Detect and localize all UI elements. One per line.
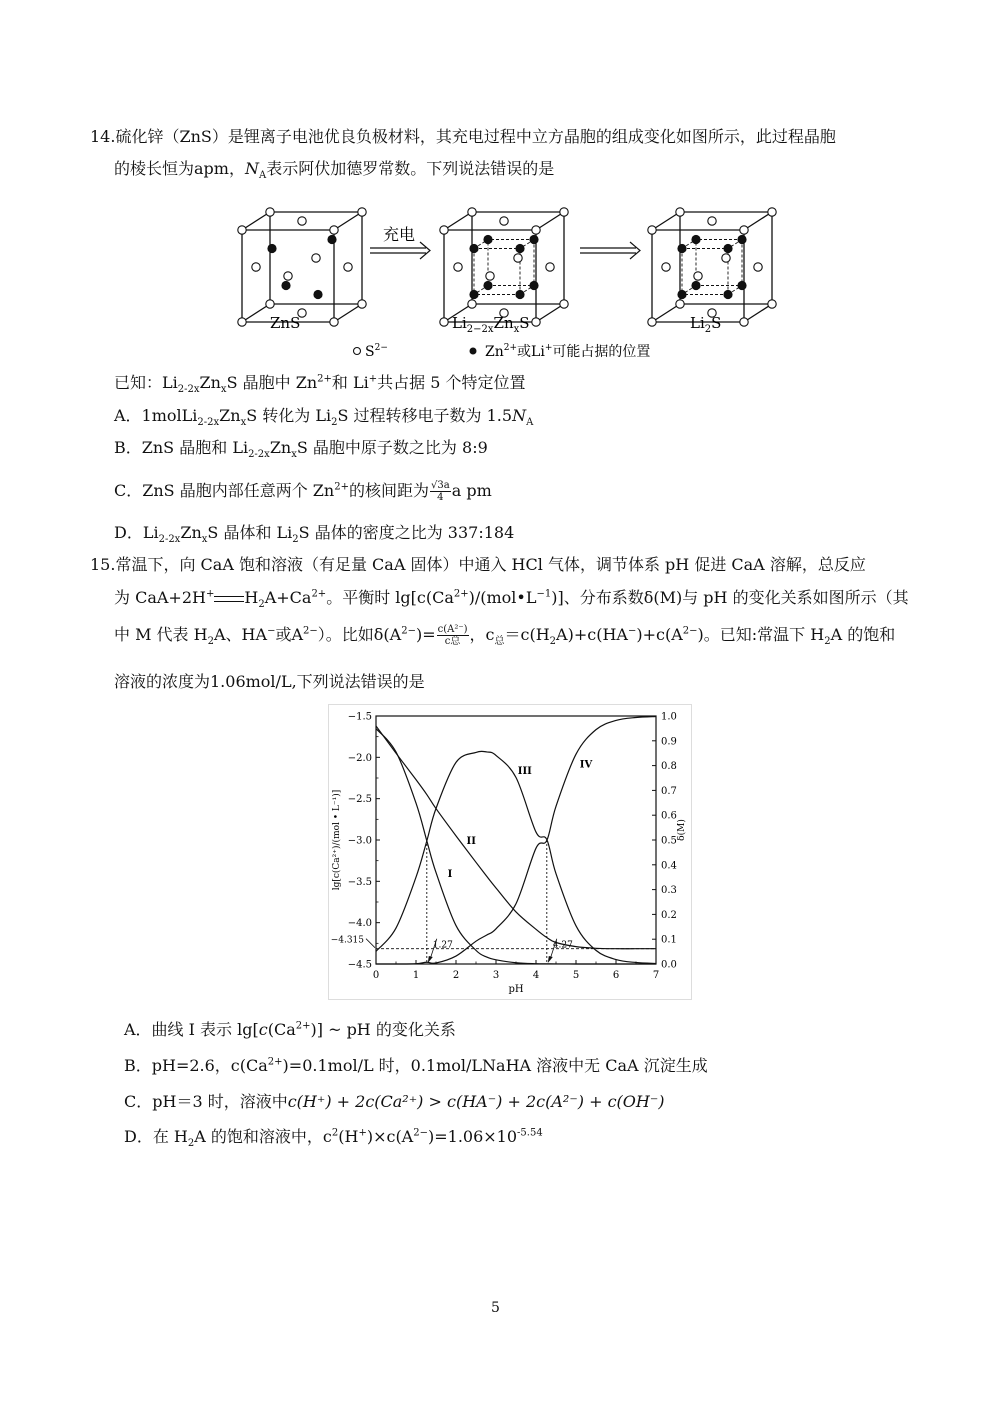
crystal-cells-figure — [230, 186, 790, 366]
y-right-tick-label: 0.6 — [661, 810, 677, 822]
s2-ion-circle — [740, 226, 748, 234]
cell-edge — [652, 304, 680, 322]
chart-axes — [331, 712, 687, 996]
s2-ion-circle — [560, 208, 568, 216]
cation-site-dot — [677, 244, 686, 253]
y-left-tick-label: −2.5 — [347, 794, 372, 806]
s2-ion-circle — [740, 318, 748, 326]
cell-edge — [652, 212, 680, 230]
q14-option-a[interactable]: A．$1molLi_{2-2x}Zn_xS$ 转化为 $Li_2S$ 过程转移电子数为 $1.5N_A$ — [114, 406, 534, 429]
s2-ion-circle — [514, 254, 522, 262]
x-tick-label: 3 — [492, 970, 500, 981]
q15-stem-line1: 15.常温下，向 CaA 饱和溶液（有足量 CaA 固体）中通入 HCl 气体，调节体系 pH 促进 CaA 溶解，总反应 — [90, 555, 866, 574]
cation-site-dot — [529, 235, 538, 244]
cation-site-dot — [677, 290, 686, 299]
s2-ion-circle — [694, 272, 702, 280]
y-left-axis-label: lg[c(Ca²⁺)/(mol • L⁻¹)] — [332, 789, 342, 891]
curve-label-IV: IV — [579, 759, 593, 771]
s2-ion-circle — [708, 217, 716, 225]
s2-ion-circle — [768, 208, 776, 216]
legend-open-circle-icon — [354, 348, 361, 355]
arrow-icon — [366, 939, 375, 948]
label-li2s: $Li_2S$ — [690, 314, 722, 335]
s2-ion-circle — [330, 226, 338, 234]
second-arrow — [580, 242, 640, 259]
charge-label: 充电 — [383, 225, 416, 244]
s2-ion-circle — [676, 300, 684, 308]
fraction: $\frac{\text{c(A²⁻)}}{\text{c总}}$ — [437, 624, 468, 647]
q14-stem-line2: 的棱长恒为apm，$N_A$表示阿伏加德罗常数。下列说法错误的是 — [114, 159, 555, 182]
q14-option-d[interactable]: D．$Li_{2-2x}Zn_xS$ 晶体和 $Li_2S$ 晶体的密度之比为 337:184 — [114, 523, 515, 546]
cation-site-dot — [469, 290, 478, 299]
x-tick-label: 2 — [452, 970, 460, 981]
y-left-tick-label: −3.0 — [347, 835, 372, 847]
y-right-tick-label: 0.0 — [661, 959, 677, 971]
y-right-tick-label: 0.7 — [661, 785, 677, 797]
x-tick-label: 4 — [532, 970, 540, 981]
cation-site-dot — [691, 281, 700, 290]
y-left-tick-label: −3.5 — [347, 876, 372, 888]
s2-ion-circle — [358, 300, 366, 308]
s2-ion-circle — [676, 208, 684, 216]
s2-ion-circle — [648, 318, 656, 326]
label-li2-2x-znx-s: $Li_{2-2x}Zn_xS$ — [452, 314, 530, 335]
y-right-tick-label: 0.3 — [661, 885, 677, 897]
s2-ion-circle — [560, 300, 568, 308]
charge-arrow — [370, 242, 430, 259]
x-tick-label: 1 — [412, 970, 420, 981]
legend-s: $S^{2-}$ — [365, 343, 388, 360]
s2-ion-circle — [722, 254, 730, 262]
cation-site-dot — [737, 281, 746, 290]
unit-cell — [648, 208, 776, 326]
cell-edge — [536, 304, 564, 322]
cell-edge — [744, 212, 772, 230]
s2-ion-circle — [468, 300, 476, 308]
q15-option-d[interactable]: D．在 $H_2A$ 的饱和溶液中，$c^2(H^+)\times c(A^{2-})=1.06\times 10^{-5.54}$ — [124, 1127, 543, 1150]
legend-position: $Zn^{2+}$或Li+可能占据的位置 — [485, 343, 651, 360]
s2-ion-circle — [532, 318, 540, 326]
s2-ion-circle — [238, 226, 246, 234]
s2-ion-circle — [454, 263, 462, 271]
s2-ion-circle — [468, 208, 476, 216]
cation-site-dot — [469, 244, 478, 253]
crystal-cells — [238, 208, 776, 326]
y-right-tick-label: 0.8 — [661, 761, 677, 773]
cation-site-dot — [327, 235, 336, 244]
legend-filled-circle-icon — [470, 348, 477, 355]
plot-frame — [376, 716, 656, 964]
cation-site-dot — [737, 235, 746, 244]
cation-site-dot — [281, 281, 290, 290]
x-tick-label: 7 — [652, 970, 660, 981]
s2-ion-circle — [266, 208, 274, 216]
cell-edge — [334, 304, 362, 322]
q15-stem-line3: 中 M 代表 $H_2A$、HA−或$A^{2-}$）。比如$\delta(A^{2-})=$ $\frac{\text{c(A²⁻)}}{\text{c总}}$ ，$c_总=c(H_2A)+c(HA^-)+c(A^{2-})$。已知:常温下 $H_2A$ 的饱和 — [114, 624, 896, 648]
s2-ion-circle — [648, 226, 656, 234]
s2-ion-circle — [330, 318, 338, 326]
cell-edge — [744, 304, 772, 322]
curve-label-I: I — [447, 869, 453, 881]
ph-distribution-chart — [328, 704, 692, 1000]
y-right-axis-label: δ(M) — [677, 819, 687, 841]
q15-stem-line4: 溶液的浓度为1.06mol/L,下列说法错误的是 — [114, 672, 425, 691]
chart-series — [376, 716, 656, 964]
arrowhead-icon — [428, 956, 433, 963]
s2-ion-circle — [266, 300, 274, 308]
arrowhead-icon — [548, 956, 553, 963]
equilibrium-arrow-icon — [214, 592, 244, 606]
cell-edge — [444, 212, 472, 230]
y-right-tick-label: 0.9 — [661, 736, 677, 748]
baseline-label: −4.315 — [330, 935, 364, 946]
cation-site-dot — [515, 290, 524, 299]
s2-ion-circle — [546, 263, 554, 271]
page-number: 5 — [491, 1300, 500, 1316]
x-tick-label: 0 — [372, 970, 380, 981]
cation-site-dot — [723, 290, 732, 299]
s2-ion-circle — [532, 226, 540, 234]
chart-annotations — [331, 759, 656, 964]
cell-edge — [242, 304, 270, 322]
s2-ion-circle — [486, 272, 494, 280]
s2-ion-circle — [252, 263, 260, 271]
y-left-tick-label: −4.5 — [347, 959, 372, 971]
cation-site-dot — [529, 281, 538, 290]
ph-marker-label: 4.27 — [552, 940, 573, 951]
y-left-tick-label: −2.0 — [347, 752, 372, 764]
s2-ion-circle — [284, 272, 292, 280]
s2-ion-circle — [500, 217, 508, 225]
curve-label-II: II — [466, 836, 476, 848]
cation-site-dot — [691, 235, 700, 244]
cation-site-dot — [515, 244, 524, 253]
s2-ion-circle — [440, 226, 448, 234]
q14-known: 已知：$Li_{2-2x}Zn_xS$ 晶胞中 $Zn^{2+}$和 Li+共占据 5 个特定位置 — [114, 373, 526, 396]
ph-marker-label: 1.27 — [432, 940, 453, 951]
y-right-tick-label: 0.2 — [661, 909, 677, 921]
fraction: $\frac{√3a}{4}$ — [431, 480, 450, 503]
s2-ion-circle — [298, 217, 306, 225]
s2-ion-circle — [312, 254, 320, 262]
y-left-tick-label: −4.0 — [347, 918, 372, 930]
series-line-I — [376, 729, 656, 964]
s2-ion-circle — [662, 263, 670, 271]
s2-ion-circle — [238, 318, 246, 326]
cation-site-dot — [483, 281, 492, 290]
cation-site-dot — [267, 244, 276, 253]
q14-option-b[interactable]: B．ZnS 晶胞和 $Li_{2-2x}Zn_xS$ 晶胞中原子数之比为 8:9 — [114, 438, 488, 461]
y-right-tick-label: 0.1 — [661, 934, 677, 946]
x-axis-label: pH — [508, 984, 524, 995]
cation-site-dot — [313, 290, 322, 299]
cation-site-dot — [723, 244, 732, 253]
s2-ion-circle — [440, 318, 448, 326]
y-right-tick-label: 0.4 — [661, 860, 677, 872]
cell-edge — [536, 212, 564, 230]
x-tick-label: 6 — [612, 970, 620, 981]
q15-option-c[interactable]: C．pH＝3 时，溶液中c(H⁺) + 2c(Ca²⁺) > c(HA⁻) + 2c(A²⁻) + c(OH⁻) — [124, 1092, 665, 1111]
cell-edge — [334, 212, 362, 230]
s2-ion-circle — [754, 263, 762, 271]
label-zns: ZnS — [270, 314, 301, 332]
unit-cell — [440, 208, 568, 326]
series-line-II — [376, 726, 656, 949]
y-left-tick-label: −1.5 — [347, 711, 372, 723]
x-tick-label: 5 — [572, 970, 580, 981]
s2-ion-circle — [768, 300, 776, 308]
q14-stem-line1: 14.硫化锌（ZnS）是锂离子电池优良负极材料，其充电过程中立方晶胞的组成变化如图所示，此过程晶胞 — [90, 127, 836, 146]
curve-label-III: III — [517, 765, 532, 777]
y-right-tick-label: 0.5 — [661, 835, 677, 847]
s2-ion-circle — [358, 208, 366, 216]
unit-cell — [238, 208, 366, 326]
s2-ion-circle — [344, 263, 352, 271]
q15-option-a[interactable]: A．曲线 I 表示 $\lg[c(Ca^{2+})]$ ~ pH 的变化关系 — [124, 1020, 456, 1039]
series-line-IV — [376, 716, 656, 964]
q14-option-c[interactable]: C．ZnS 晶胞内部任意两个 $Zn^{2+}$的核间距为 $\frac{√3a}{4}$ a pm — [114, 480, 492, 503]
q15-option-b[interactable]: B．pH=2.6，$c(Ca^{2+})=0.1mol/L$ 时，0.1mol/LNaHA 溶液中无 CaA 沉淀生成 — [124, 1056, 708, 1075]
q15-stem-line2: 为 CaA+2H+ $H_2A+Ca^{2+}$。平衡时 $\lg[c(Ca^{2+})/(mol•L^{-1})]$、分布系数δ(M)与 pH 的变化关系如图所示（其 — [114, 588, 909, 611]
cation-site-dot — [483, 235, 492, 244]
cell-edge — [242, 212, 270, 230]
y-right-tick-label: 1.0 — [661, 711, 677, 723]
